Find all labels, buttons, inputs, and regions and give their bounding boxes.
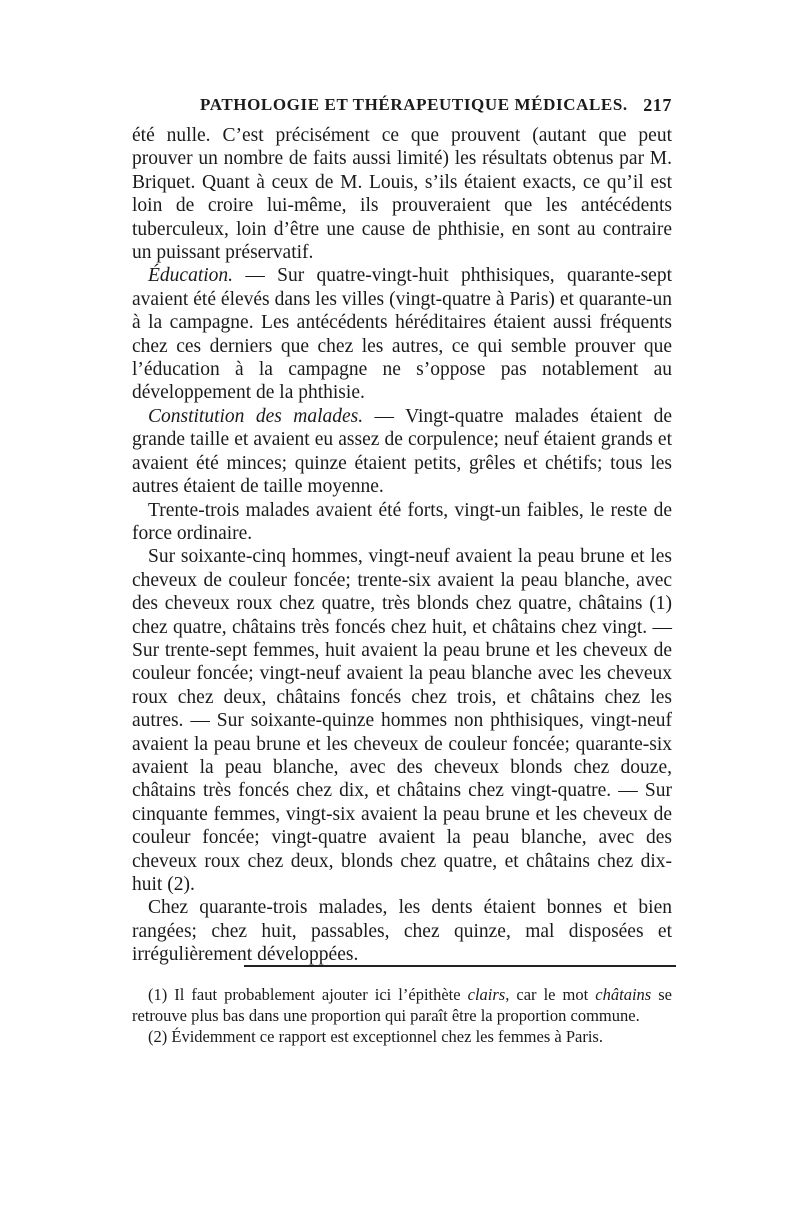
paragraph-education [132, 264, 672, 404]
paragraph-constitution-text: — Vingt-quatre malades étaient de grande taille et avaient eu assez de corpulence; neuf étaient grands et avaient été minces; quinze étaient petits, grêles et chétifs; tous les autres étaient de taille moyenne. [132, 405, 673, 498]
section-heading-education: Éducation. [148, 265, 234, 287]
paragraph-teeth: Chez quarante-trois malades, les dents étaient bonnes et bien rangées; chez huit, passables, chez quinze, mal disposées et irrégulièrement développées. [132, 897, 672, 966]
paragraph-strength: Trente-trois malades avaient été forts, vingt-un faibles, le reste de force ordinaire. [132, 499, 672, 544]
paragraph-constitution [132, 405, 672, 499]
footnote-1-text-b: , car le mot [505, 985, 596, 1004]
paragraph-continuation: été nulle. C’est précisément ce que prouvent (autant que peut prouver un nombre de faits aussi limité) les résultats obtenus par M. Briquet. Quant à ceux de M. Louis, s’ils étaient exacts, ce qu’il est loin de croire lui-même, ils prouveraient que les antécédents tuberculeux, loin d’être une cause de phthisie, en sont au contraire un puissant préservatif. [132, 125, 672, 264]
running-title: PATHOLOGIE ET THÉRAPEUTIQUE MÉDICALES. [200, 95, 628, 114]
footnote-1-term-clairs: clairs [467, 985, 506, 1004]
section-heading-constitution: Constitution des malades. [148, 405, 364, 427]
page-number: 217 [643, 95, 672, 115]
footnote-rule [244, 965, 676, 967]
footnote-1 [132, 984, 672, 1026]
footnote-1-text-c: se retrouve plus bas dans une proportion qui paraît être la proportion commune. [132, 985, 672, 1025]
main-text [132, 124, 672, 967]
paragraph-education-text: — Sur quatre-vingt-huit phthisiques, quarante-sept avaient été élevés dans les villes (vingt-quatre à Paris) et quarante-un à la campagne. Les antécédents héréditaires étaient aussi fréquents chez ces derniers que chez les autres, ce qui semble prouver que l’éducation à la campagne ne s’oppose pas notablement au développement de la phthisie. [132, 265, 672, 404]
footnote-2: (2) Évidemment ce rapport est exceptionnel chez les femmes à Paris. [148, 1027, 603, 1046]
paragraph-complexion: Sur soixante-cinq hommes, vingt-neuf avaient la peau brune et les cheveux de couleur foncée; trente-six avaient la peau blanche, avec des cheveux roux chez quatre, très blonds chez quatre, châtains (1) chez quatre, châtains très foncés chez huit, et châtains chez vingt. — Sur trente-sept femmes, huit avaient la peau brune et les cheveux de couleur foncée; vingt-neuf avaient la peau blanche avec les cheveux roux chez deux, châtains foncés chez trois, et châtains chez les autres. — Sur soixante-quinze hommes non phthisiques, vingt-neuf avaient la peau brune et les cheveux de couleur foncée; quarante-six avaient la peau blanche, avec des cheveux blonds chez douze, châtains très foncés chez dix, et châtains chez vingt-quatre. — Sur cinquante femmes, vingt-six avaient la peau brune et les cheveux de couleur foncée; vingt-quatre avaient la peau blanche, avec des cheveux roux chez deux, blonds chez quatre, et châtains chez dix-huit (2). [132, 546, 672, 895]
footnotes [132, 984, 672, 1047]
footnote-1-text-a: (1) Il faut probablement ajouter ici l’épithète [148, 985, 468, 1004]
footnote-1-term-chatains: châtains [595, 985, 652, 1004]
